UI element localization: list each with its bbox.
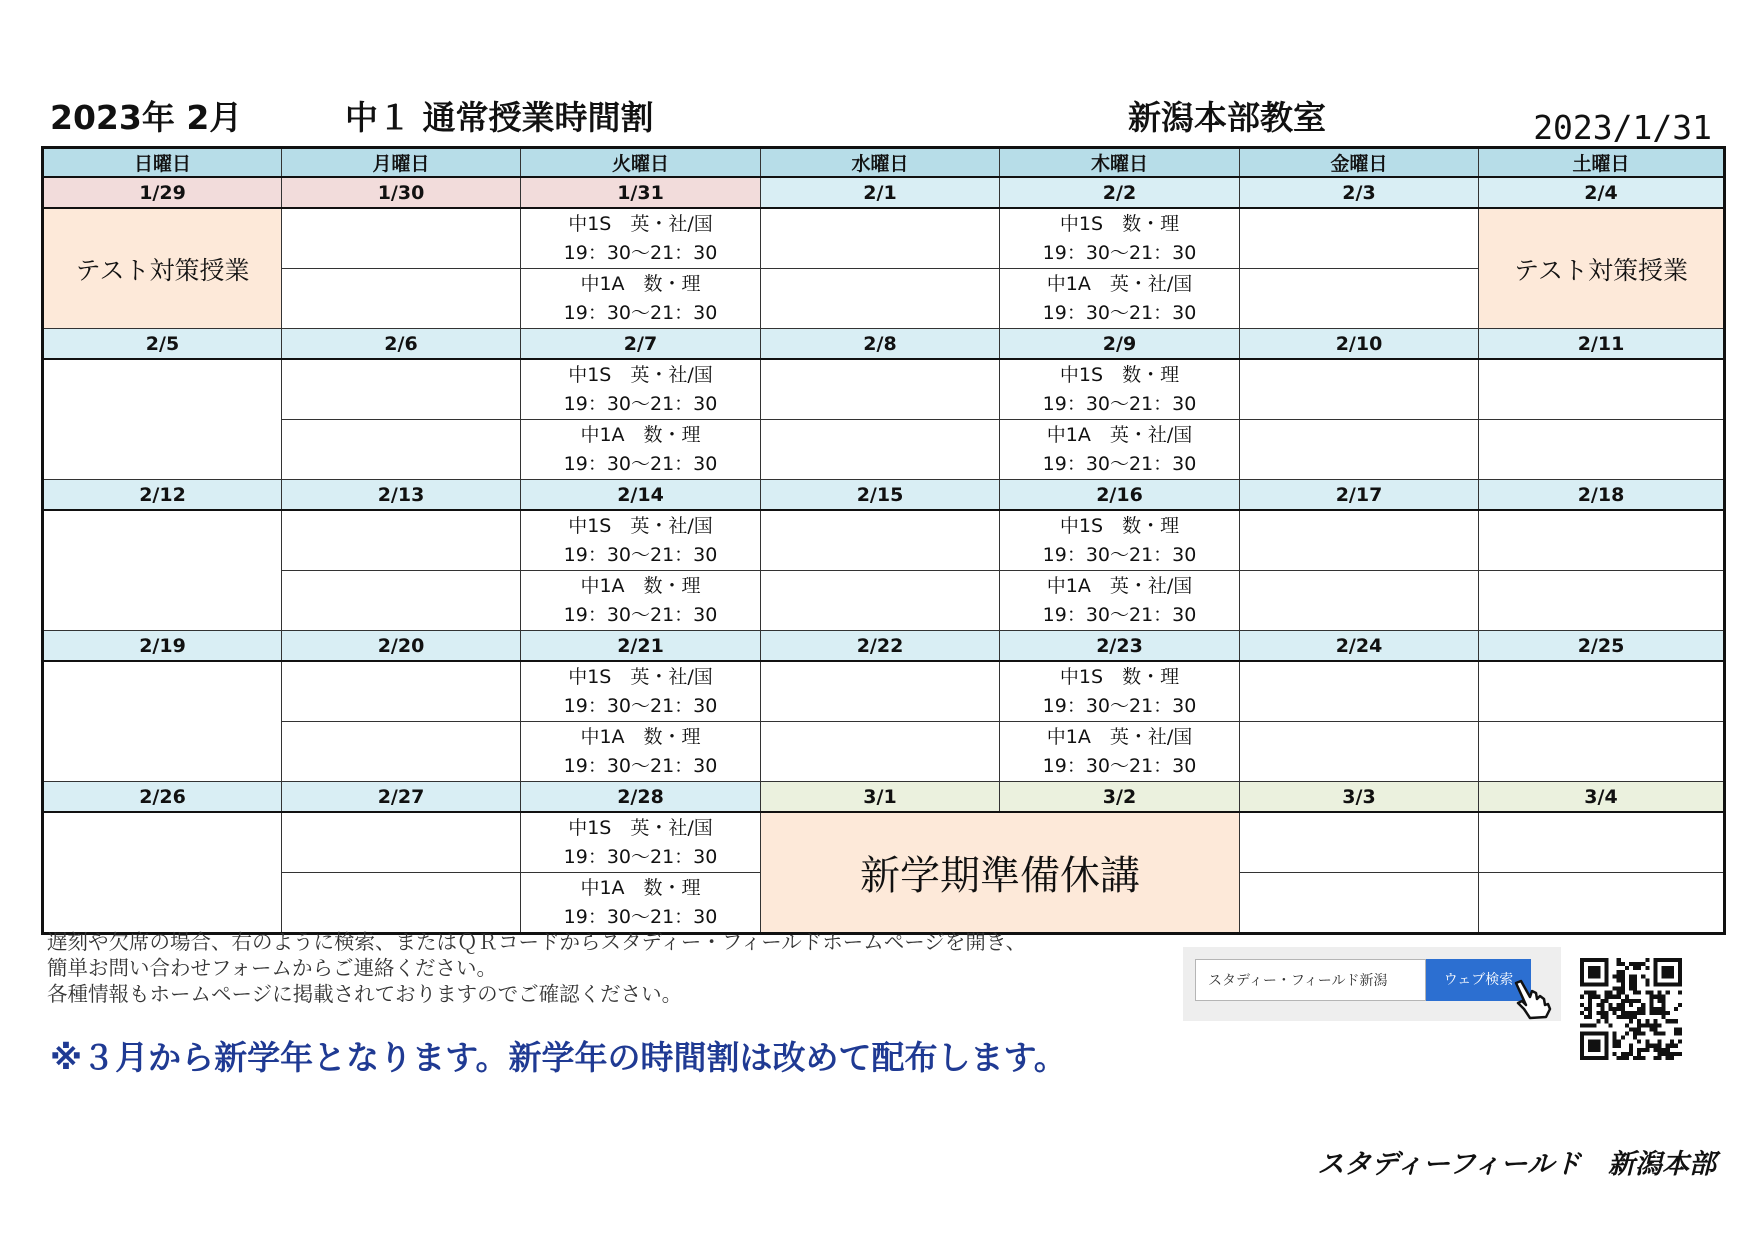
- date-cell: 2/22: [761, 631, 1000, 662]
- class-time: 19：30～21：30: [1042, 302, 1197, 324]
- date-cell: 3/3: [1240, 782, 1479, 813]
- class-row: [43, 510, 1725, 571]
- class-cell: [521, 269, 761, 329]
- schedule-month: 2023年 2月: [50, 98, 243, 137]
- date-cell: 2/3: [1240, 177, 1479, 208]
- class-cell: [1000, 571, 1240, 631]
- class-cell: [521, 359, 761, 420]
- class-course: 中1A 英・社/国: [1046, 273, 1193, 295]
- empty-cell: [282, 812, 521, 873]
- date-cell: 2/12: [43, 480, 282, 511]
- date-cell: 2/25: [1479, 631, 1725, 662]
- date-cell: 2/18: [1479, 480, 1725, 511]
- class-course: 中1A 英・社/国: [1046, 575, 1193, 597]
- empty-cell: [1479, 873, 1725, 934]
- class-cell: [521, 812, 761, 873]
- empty-cell: [282, 359, 521, 420]
- date-cell: 2/16: [1000, 480, 1240, 511]
- branch-name: 新潟本部教室: [1128, 98, 1326, 137]
- search-widget: [1183, 947, 1561, 1021]
- class-row: [43, 812, 1725, 873]
- empty-cell: [282, 269, 521, 329]
- empty-cell: [1240, 722, 1479, 782]
- empty-cell: [43, 661, 282, 782]
- class-cell: [1000, 208, 1240, 269]
- empty-cell: [282, 420, 521, 480]
- weekday-sunday: 日曜日: [43, 148, 282, 178]
- date-row: [43, 329, 1725, 360]
- date-cell: 2/1: [761, 177, 1000, 208]
- class-cell: [1000, 269, 1240, 329]
- weekday-friday: 金曜日: [1240, 148, 1479, 178]
- date-cell: 2/7: [521, 329, 761, 360]
- date-cell: 2/26: [43, 782, 282, 813]
- class-time: 19：30～21：30: [1042, 393, 1197, 415]
- date-cell: 1/29: [43, 177, 282, 208]
- date-cell: 2/10: [1240, 329, 1479, 360]
- class-cell: [1000, 420, 1240, 480]
- empty-cell: [282, 510, 521, 571]
- class-course: 中1A 数・理: [580, 726, 701, 748]
- empty-cell: [1479, 812, 1725, 873]
- class-time: 19：30～21：30: [563, 695, 718, 717]
- date-cell: 3/4: [1479, 782, 1725, 813]
- date-cell: 3/1: [761, 782, 1000, 813]
- empty-cell: [1240, 571, 1479, 631]
- date-cell: 2/14: [521, 480, 761, 511]
- class-time: 19：30～21：30: [563, 906, 718, 928]
- class-time: 19：30～21：30: [563, 302, 718, 324]
- web-search-button[interactable]: ウェブ検索: [1426, 959, 1531, 1001]
- weekday-saturday: 土曜日: [1479, 148, 1725, 178]
- date-cell: 2/19: [43, 631, 282, 662]
- date-cell: 2/11: [1479, 329, 1725, 360]
- weekday-thursday: 木曜日: [1000, 148, 1240, 178]
- date-cell: 1/31: [521, 177, 761, 208]
- date-cell: 2/4: [1479, 177, 1725, 208]
- class-course: 中1A 数・理: [580, 877, 701, 899]
- class-row: [43, 420, 1725, 480]
- class-course: 中1A 英・社/国: [1046, 726, 1193, 748]
- date-cell: 2/24: [1240, 631, 1479, 662]
- empty-cell: [1240, 359, 1479, 420]
- search-input[interactable]: スタディー・フィールド新潟: [1195, 959, 1426, 1001]
- date-row: [43, 177, 1725, 208]
- class-course: 中1S 数・理: [1059, 666, 1180, 688]
- class-cell: [1000, 510, 1240, 571]
- empty-cell: [1240, 661, 1479, 722]
- empty-cell: [282, 208, 521, 269]
- date-cell: 2/21: [521, 631, 761, 662]
- test-prep-cell: [43, 208, 282, 329]
- company-footer: スタディーフィールド 新潟本部: [1317, 1149, 1716, 1180]
- empty-cell: [761, 510, 1000, 571]
- date-cell: 2/5: [43, 329, 282, 360]
- class-cell: [1000, 359, 1240, 420]
- empty-cell: [1240, 269, 1479, 329]
- date-cell: 3/2: [1000, 782, 1240, 813]
- class-course: 中1A 数・理: [580, 273, 701, 295]
- class-time: 19：30～21：30: [1042, 695, 1197, 717]
- class-time: 19：30～21：30: [1042, 544, 1197, 566]
- class-course: 中1S 英・社/国: [568, 213, 713, 235]
- empty-cell: [1479, 722, 1725, 782]
- empty-cell: [1479, 661, 1725, 722]
- class-time: 19：30～21：30: [563, 242, 718, 264]
- empty-cell: [761, 359, 1000, 420]
- class-time: 19：30～21：30: [1042, 453, 1197, 475]
- weekday-monday: 月曜日: [282, 148, 521, 178]
- pointing-hand-icon: [1508, 977, 1552, 1021]
- issue-date: 2023/1/31: [1533, 108, 1712, 147]
- class-row: [43, 571, 1725, 631]
- class-course: 中1S 英・社/国: [568, 817, 713, 839]
- date-cell: 2/17: [1240, 480, 1479, 511]
- date-cell: 2/9: [1000, 329, 1240, 360]
- class-cell: [521, 571, 761, 631]
- empty-cell: [282, 873, 521, 934]
- date-cell: 1/30: [282, 177, 521, 208]
- empty-cell: [1240, 208, 1479, 269]
- empty-cell: [1240, 812, 1479, 873]
- contact-notice: [47, 929, 1026, 1007]
- class-row: [43, 208, 1725, 269]
- notice-line: 簡単お問い合わせフォームからご連絡ください。: [47, 956, 497, 980]
- class-course: 中1S 英・社/国: [568, 515, 713, 537]
- class-cell: [521, 722, 761, 782]
- test-prep-label: テスト対策授業: [75, 255, 250, 285]
- empty-cell: [1479, 510, 1725, 571]
- date-cell: 2/2: [1000, 177, 1240, 208]
- class-time: 19：30～21：30: [563, 755, 718, 777]
- class-cell: [1000, 661, 1240, 722]
- date-cell: 2/13: [282, 480, 521, 511]
- empty-cell: [1240, 420, 1479, 480]
- empty-cell: [43, 812, 282, 934]
- break-label: 新学期準備休講: [860, 853, 1140, 899]
- class-course: 中1S 英・社/国: [568, 364, 713, 386]
- class-course: 中1A 数・理: [580, 424, 701, 446]
- empty-cell: [282, 571, 521, 631]
- empty-cell: [1240, 873, 1479, 934]
- empty-cell: [1479, 359, 1725, 420]
- class-time: 19：30～21：30: [563, 846, 718, 868]
- class-cell: [521, 873, 761, 934]
- test-prep-cell: [1479, 208, 1725, 329]
- class-row: [43, 661, 1725, 722]
- class-time: 19：30～21：30: [1042, 242, 1197, 264]
- empty-cell: [43, 359, 282, 480]
- empty-cell: [1240, 510, 1479, 571]
- weekday-tuesday: 火曜日: [521, 148, 761, 178]
- empty-cell: [761, 420, 1000, 480]
- class-cell: [521, 510, 761, 571]
- empty-cell: [761, 571, 1000, 631]
- timetable: [41, 146, 1726, 935]
- class-row: [43, 359, 1725, 420]
- empty-cell: [282, 661, 521, 722]
- notice-line: 各種情報もホームページに掲載されておりますのでご確認ください。: [47, 982, 683, 1006]
- break-cell: [761, 812, 1240, 934]
- class-time: 19：30～21：30: [563, 393, 718, 415]
- date-cell: 2/20: [282, 631, 521, 662]
- class-cell: [521, 420, 761, 480]
- class-course: 中1S 数・理: [1059, 364, 1180, 386]
- weekday-header-row: [43, 148, 1725, 178]
- empty-cell: [761, 208, 1000, 269]
- date-cell: 2/6: [282, 329, 521, 360]
- empty-cell: [761, 722, 1000, 782]
- test-prep-label: テスト対策授業: [1513, 255, 1688, 285]
- date-cell: 2/27: [282, 782, 521, 813]
- class-course: 中1S 英・社/国: [568, 666, 713, 688]
- date-row: [43, 631, 1725, 662]
- notice-line: 遅刻や欠席の場合、右のように検索、またはＱＲコードからスタディー・フィールドホームページを開き、: [47, 930, 1027, 954]
- empty-cell: [1479, 420, 1725, 480]
- qr-code-icon: [1580, 958, 1682, 1060]
- class-course: 中1S 数・理: [1059, 213, 1180, 235]
- class-time: 19：30～21：30: [1042, 755, 1197, 777]
- empty-cell: [1479, 571, 1725, 631]
- class-time: 19：30～21：30: [1042, 604, 1197, 626]
- class-cell: [521, 661, 761, 722]
- date-cell: 2/8: [761, 329, 1000, 360]
- date-cell: 2/28: [521, 782, 761, 813]
- class-course: 中1A 数・理: [580, 575, 701, 597]
- empty-cell: [761, 269, 1000, 329]
- schedule-title: 中１ 通常授業時間割: [345, 98, 654, 137]
- class-row: [43, 269, 1725, 329]
- date-cell: 2/15: [761, 480, 1000, 511]
- class-course: 中1S 数・理: [1059, 515, 1180, 537]
- empty-cell: [43, 510, 282, 631]
- date-row: [43, 480, 1725, 511]
- class-course: 中1A 英・社/国: [1046, 424, 1193, 446]
- class-cell: [521, 208, 761, 269]
- date-row: [43, 782, 1725, 813]
- date-cell: 2/23: [1000, 631, 1240, 662]
- new-year-notice: ※３月から新学年となります。新学年の時間割は改めて配布します。: [50, 1038, 1067, 1077]
- empty-cell: [761, 661, 1000, 722]
- class-row: [43, 722, 1725, 782]
- class-cell: [1000, 722, 1240, 782]
- class-time: 19：30～21：30: [563, 604, 718, 626]
- weekday-wednesday: 水曜日: [761, 148, 1000, 178]
- class-time: 19：30～21：30: [563, 453, 718, 475]
- class-time: 19：30～21：30: [563, 544, 718, 566]
- empty-cell: [282, 722, 521, 782]
